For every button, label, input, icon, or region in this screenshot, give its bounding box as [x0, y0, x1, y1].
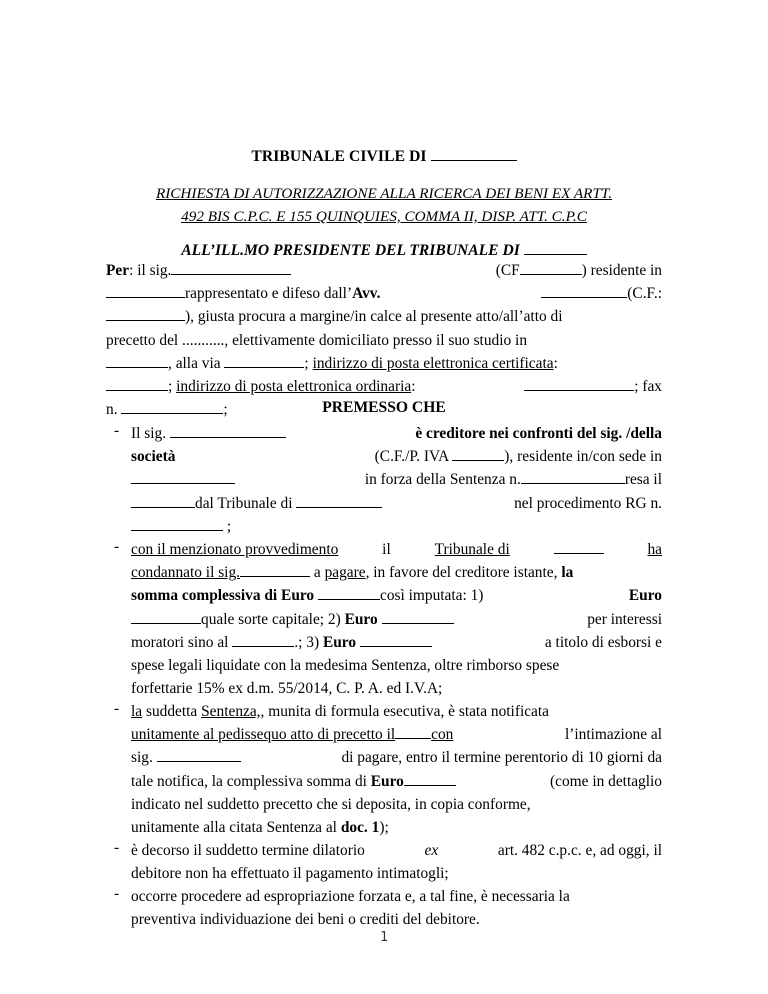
addressee-heading: [0, 240, 768, 260]
blank: [131, 493, 195, 508]
per-line-2: [106, 282, 662, 305]
per-paragraph: [106, 259, 662, 421]
court-name-blank: [431, 146, 517, 161]
item-line: [131, 584, 662, 607]
item-bold: è creditore nei confronti del sig. /della: [415, 425, 662, 442]
bullet-5: -: [114, 885, 120, 902]
item-text: , munita di formula esecutiva, è stata notificata: [260, 703, 550, 720]
item-line: debitore non ha effettuato il pagamento intimatogli;: [131, 865, 449, 883]
blank: [157, 747, 241, 762]
per-text: rappresentato e difeso dall’: [185, 285, 353, 303]
per-text: , alla via: [168, 354, 221, 372]
premesso-heading: PREMESSO CHE: [322, 399, 446, 416]
item-line: [131, 631, 662, 654]
item-bold: somma complessiva di Euro: [131, 587, 315, 605]
item-text: a titolo di esborsi e: [544, 633, 662, 651]
per-text: :: [411, 377, 416, 395]
per-text: ;: [304, 354, 309, 372]
item-text: per interessi: [587, 610, 662, 628]
premise-item-1: [131, 422, 662, 538]
peo-label: indirizzo di posta elettronica ordinaria: [176, 377, 412, 395]
item-text: );: [379, 818, 389, 836]
blank: [106, 353, 168, 368]
item-line: [131, 492, 662, 515]
per-line-5: [106, 352, 662, 375]
item-text: unitamente al pedissequo atto di precetto il: [131, 726, 396, 744]
per-text: ; fax: [634, 377, 662, 395]
item-text: dal Tribunale di: [195, 494, 293, 512]
item-text: a: [313, 564, 321, 582]
avv-blank: [541, 283, 627, 298]
item-bold: doc. 1: [340, 818, 380, 836]
item-text: Tribunale di: [434, 541, 510, 558]
avv-label: Avv.: [352, 285, 381, 303]
pec-blank: [106, 376, 168, 391]
name-blank: [171, 260, 291, 275]
court-title: [0, 146, 768, 166]
item-bold: società: [131, 448, 176, 466]
per-line-6: [106, 375, 662, 398]
item-line: indicato nel suddetto precetto che si deposita, in copia conforme,: [131, 795, 531, 813]
item-line: [131, 770, 662, 793]
item-bold: Euro: [628, 587, 662, 605]
item-line: preventiva individuazione dei beni o crediti del debitore.: [131, 911, 480, 929]
item-bold: la: [561, 564, 574, 582]
peo-blank: [524, 376, 634, 391]
sentence-blank: [521, 469, 625, 484]
blank: [382, 609, 454, 624]
date-blank: [395, 724, 431, 739]
item-text: ), residente in/con sede in: [504, 448, 662, 466]
per-text: ;: [223, 401, 228, 419]
premise-item-4: [131, 839, 662, 885]
blank: [360, 632, 432, 647]
per-text: (C.F.:: [627, 285, 662, 303]
item-text: tale notifica, la complessiva somma di: [131, 772, 367, 790]
item-text: con: [431, 726, 454, 744]
item-text: pagare: [324, 564, 366, 582]
item-line: occorre procedere ad espropriazione forzata e, a tal fine, è necessaria la: [131, 888, 570, 905]
per-text: ;: [168, 377, 173, 395]
request-subtitle: [128, 182, 640, 228]
item-text: art. 482 c.p.c. e, ad oggi, il: [497, 842, 662, 859]
pec-label: indirizzo di posta elettronica certificata: [312, 354, 554, 372]
page-number: 1: [380, 930, 388, 945]
item-line: [131, 839, 662, 862]
item-text: quale sorte capitale; 2): [201, 610, 341, 628]
iva-blank: [452, 446, 504, 461]
item-line: [131, 608, 662, 631]
per-text: ) residente in: [581, 262, 662, 279]
blank: [232, 632, 294, 647]
bullet-1: -: [114, 422, 120, 439]
blank: [131, 469, 235, 484]
item-text: Sentenza,: [201, 703, 261, 720]
item-text: nel procedimento RG n.: [514, 494, 662, 512]
item-line: spese legali liquidate con la medesima Sentenza, oltre rimborso spese: [131, 656, 560, 674]
item-text: è decorso il suddetto termine dilatorio: [131, 842, 365, 859]
bullet-3: -: [114, 700, 120, 717]
per-text: (CF: [495, 262, 520, 279]
item-bold: Euro: [322, 633, 357, 651]
item-line: forfettarie 15% ex d.m. 55/2014, C. P. A. ed I.V.A;: [131, 680, 443, 698]
item-text: la: [131, 703, 143, 720]
blank: [554, 539, 604, 554]
item-text: condannato il sig.: [131, 564, 240, 582]
item-text: ha: [647, 541, 662, 558]
item-text: moratori sino al: [131, 633, 229, 651]
per-line-4: precetto del ..........., elettivamente domiciliato presso il suo studio in: [106, 331, 528, 349]
blank: [131, 609, 201, 624]
item-text: in forza della Sentenza n.: [364, 471, 521, 489]
street-blank: [224, 353, 304, 368]
item-line: [131, 445, 662, 468]
item-bold: Euro: [344, 610, 378, 628]
court-title-text: TRIBUNALE CIVILE DI: [251, 148, 427, 165]
item-italic: ex: [424, 842, 439, 859]
item-text: di pagare, entro il termine perentorio di 10 giorni da: [341, 749, 662, 767]
item-text: (come in dettaglio: [550, 772, 662, 790]
euro-blank: [318, 585, 380, 600]
addressee-blank: [524, 240, 587, 255]
item-line: [131, 468, 662, 491]
premise-item-5: [131, 885, 662, 931]
rg-blank: [131, 516, 223, 531]
blank: [240, 562, 310, 577]
item-text: l’intimazione al: [564, 726, 662, 744]
item-line: [131, 515, 662, 538]
per-text: :: [553, 354, 558, 372]
item-text: suddetta: [145, 703, 198, 720]
item-text: resa il: [624, 471, 662, 489]
subtitle-line-1: RICHIESTA DI AUTORIZZAZIONE ALLA RICERCA DEI BENI EX ARTT.: [155, 185, 613, 202]
premise-item-3: [131, 700, 662, 839]
cf-blank: [520, 260, 582, 275]
item-text: (C.F./P. IVA: [374, 448, 449, 466]
subtitle-line-2: 492 BIS C.P.C. E 155 QUINQUIES, COMMA II, DISP. ATT. C.P.C: [181, 208, 587, 225]
blank: [106, 306, 185, 321]
item-text: .; 3): [294, 633, 320, 651]
blank: [170, 423, 286, 438]
court-blank: [296, 493, 382, 508]
per-label: Per: [106, 262, 130, 279]
item-text: ;: [226, 517, 232, 535]
item-line: [131, 746, 662, 769]
blank: [106, 283, 185, 298]
item-text: il: [382, 541, 391, 558]
item-text: con il menzionato provvedimento: [131, 541, 339, 558]
premise-item-2: [131, 538, 662, 700]
per-text: n.: [106, 401, 118, 419]
bullet-4: -: [114, 839, 120, 856]
item-text: , in favore del creditore istante,: [365, 564, 558, 582]
item-bold: Euro: [370, 772, 404, 790]
per-text: ), giusta procura a margine/in calce al presente atto/all’atto di: [185, 308, 563, 326]
item-line: [131, 561, 662, 584]
item-text: Il sig.: [131, 425, 167, 442]
item-text: così imputata: 1): [380, 587, 484, 605]
addressee-text: ALL’ILL.MO PRESIDENTE DEL TRIBUNALE DI: [181, 242, 520, 259]
per-line-1: [106, 259, 662, 282]
item-text: unitamente alla citata Sentenza al: [131, 818, 337, 836]
per-line-3: [106, 305, 662, 328]
item-line: [131, 700, 662, 723]
bullet-2: -: [114, 538, 120, 555]
per-text: : il sig.: [129, 262, 172, 279]
item-line: [131, 816, 662, 839]
euro-blank: [404, 771, 456, 786]
item-line: [131, 422, 662, 445]
item-line: [131, 538, 662, 561]
item-text: sig.: [131, 749, 153, 767]
item-line: [131, 723, 662, 746]
